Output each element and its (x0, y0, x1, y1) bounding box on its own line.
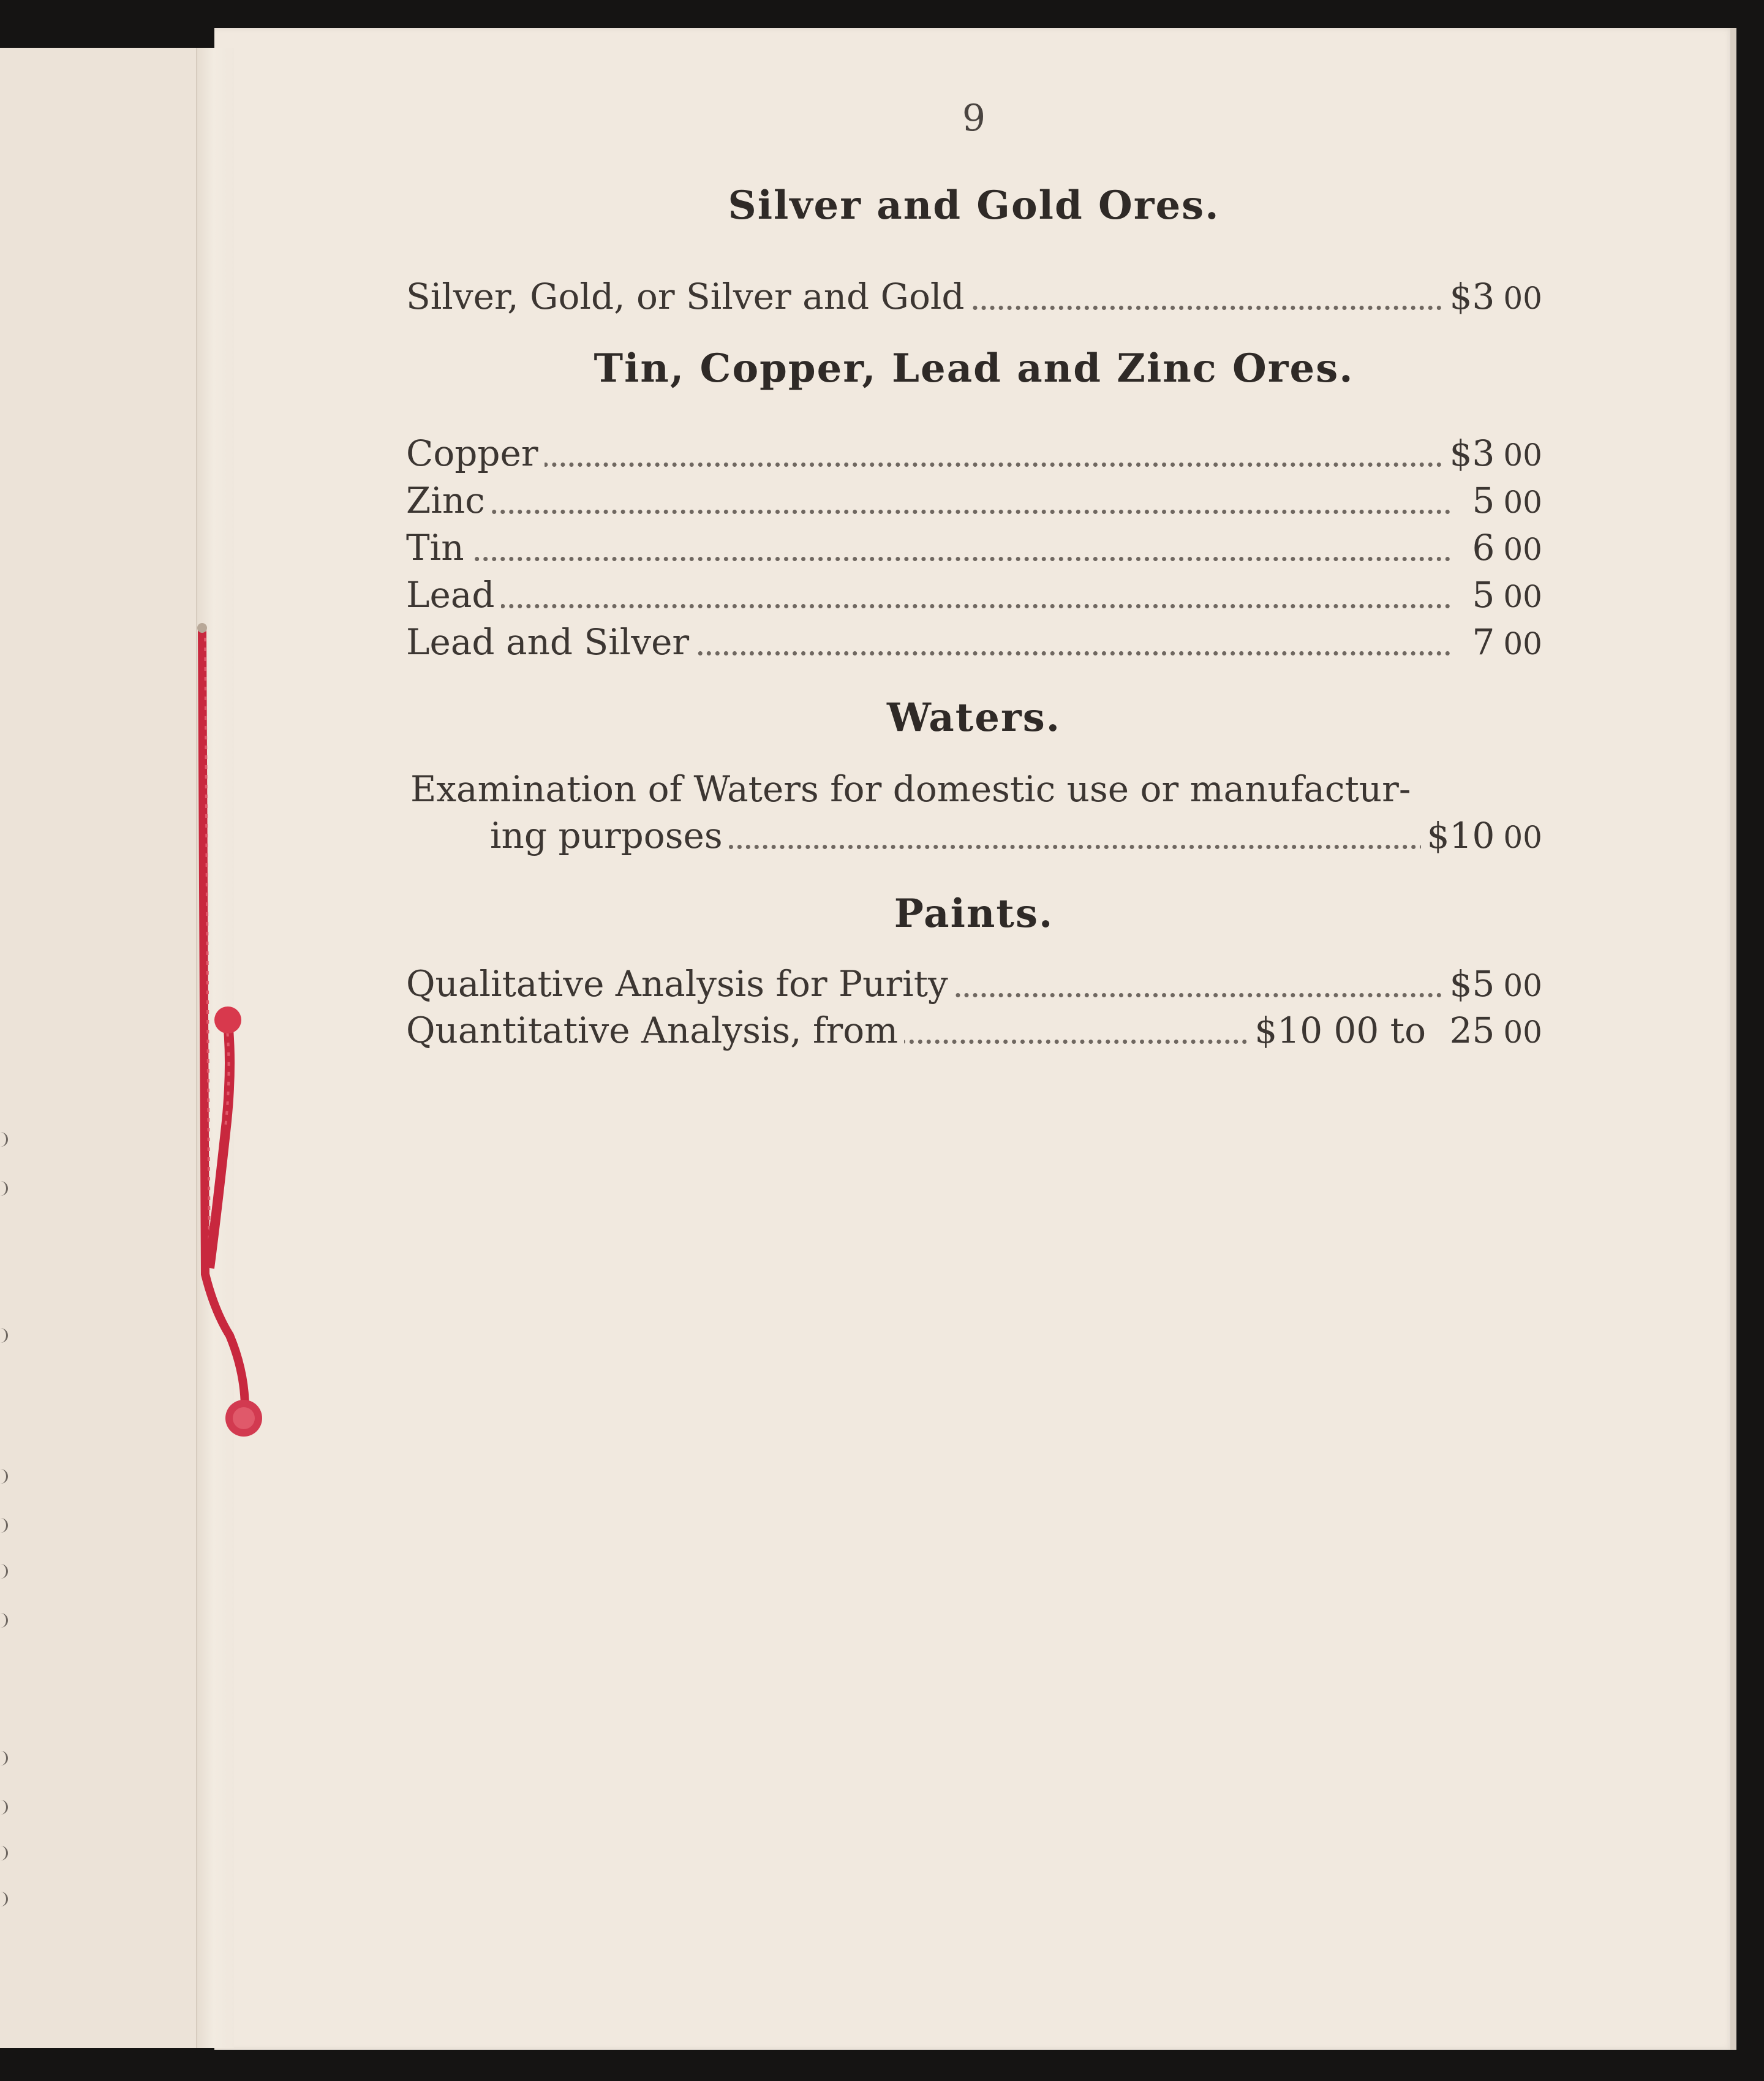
section-heading-silver-gold: Silver and Gold Ores. (728, 183, 1220, 228)
page-edge-mark (0, 1846, 8, 1860)
item-label: Lead and Silver (406, 619, 695, 665)
item-price: 5 00 (1466, 477, 1542, 526)
page-edge-mark (0, 1751, 8, 1766)
item-label: Quantitative Analysis, from (406, 1007, 904, 1054)
dot-leader (406, 510, 1450, 514)
section-heading-waters: Waters. (886, 695, 1061, 741)
page-content (214, 28, 1733, 2050)
item-price: $3 00 (1444, 273, 1542, 322)
page-edge-mark (0, 1892, 8, 1906)
dot-leader (406, 604, 1450, 608)
price-row-tin (406, 524, 1542, 571)
item-label: Qualitative Analysis for Purity (406, 961, 954, 1007)
item-price: 6 00 (1466, 524, 1542, 573)
page-edge-mark (0, 1613, 8, 1628)
price-row-lead (406, 572, 1542, 618)
item-label: ing purposes (490, 812, 729, 859)
price-row-qualitative (406, 961, 1542, 1007)
section-heading-paints: Paints. (894, 891, 1054, 937)
price-row-waters (490, 812, 1542, 859)
item-label: Copper (406, 430, 545, 477)
price-row-zinc (406, 477, 1542, 524)
page-edge-mark (0, 1132, 8, 1147)
dot-leader (406, 557, 1450, 561)
item-price: $10 00 (1421, 812, 1542, 861)
price-row-copper (406, 430, 1542, 477)
page-edge-mark (0, 1564, 8, 1579)
item-price: 25 00 (1444, 1007, 1542, 1056)
price-range-start: $10 00 to (1248, 1007, 1426, 1054)
page-edge-mark (0, 1181, 8, 1196)
page-edge-mark (0, 1800, 8, 1815)
price-row-lead-silver (406, 619, 1542, 665)
item-label: Silver, Gold, or Silver and Gold (406, 273, 971, 320)
page-edge-mark (0, 1518, 8, 1533)
item-price: $3 00 (1444, 430, 1542, 478)
item-price: $5 00 (1444, 961, 1542, 1009)
item-label: Zinc (406, 477, 491, 524)
dot-leader (406, 463, 1450, 467)
waters-description-line: Examination of Waters for domestic use or manufactur- (410, 768, 1411, 810)
item-price: 5 00 (1466, 572, 1542, 620)
item-label: Tin (406, 524, 470, 571)
page-number: 9 (962, 97, 986, 140)
page-edge-mark (0, 1328, 8, 1343)
price-row-silver-gold (406, 273, 1542, 320)
item-price: 7 00 (1466, 619, 1542, 667)
page-edge-mark (0, 1469, 8, 1484)
section-heading-tin-copper: Tin, Copper, Lead and Zinc Ores. (594, 346, 1354, 391)
price-row-quantitative (406, 1007, 1542, 1054)
item-label: Lead (406, 572, 501, 618)
